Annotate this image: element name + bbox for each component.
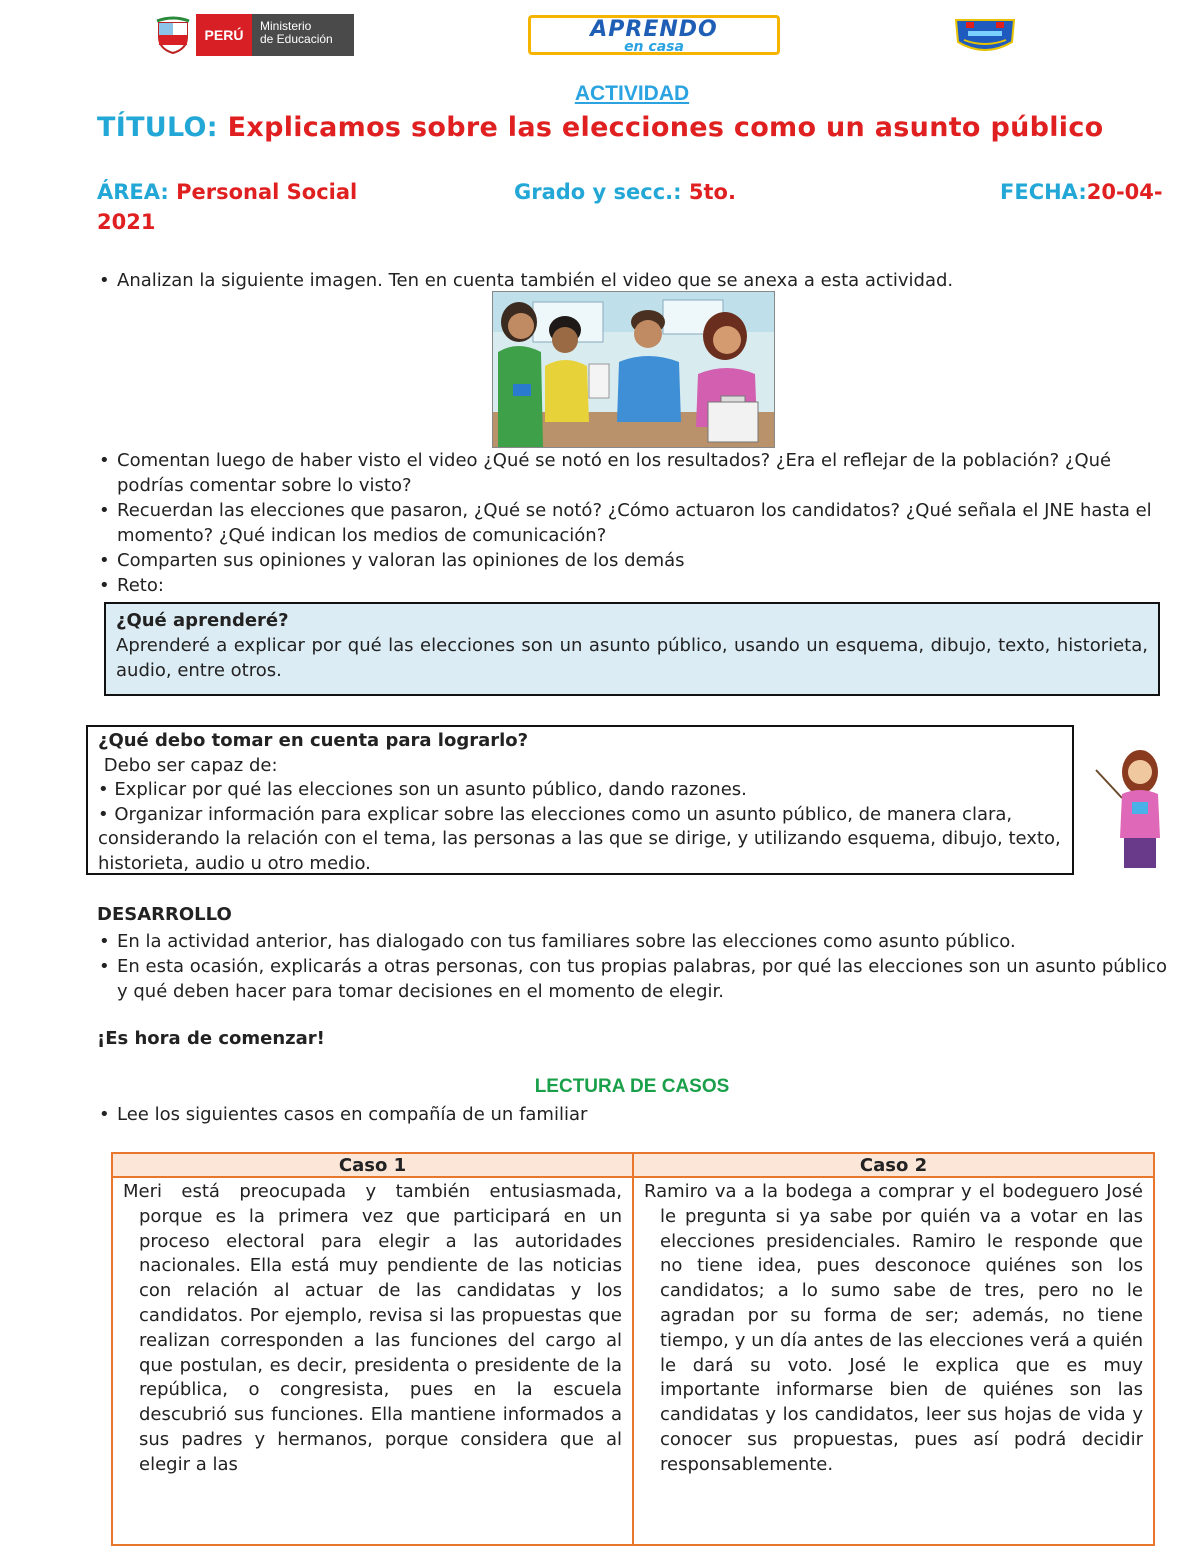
criterios-item: • Organizar información para explicar sobre las elecciones como un asunto público, de manera clara, considerando la relación con el tema, las personas a las que se dirige, y utilizando esquema, dibujo, texto, historieta, audio u otro medio. — [98, 803, 1061, 874]
criterios-box — [86, 725, 1074, 875]
aprendo-title: APRENDO — [590, 17, 718, 42]
activity-label: ACTIVIDAD — [574, 82, 690, 105]
aprendo-subtitle: en casa — [624, 39, 684, 55]
fecha-year: 2021 — [97, 210, 156, 234]
peru-label: PERÚ — [196, 14, 252, 56]
list-item: • Analizan la siguiente imagen. Ten en cuenta también el video que se anexa a esta actividad. — [97, 268, 1167, 293]
page-title — [97, 112, 1104, 143]
intro-bullets — [97, 448, 1169, 598]
grado-label: Grado y secc.: — [514, 180, 682, 204]
list-item: • Reto: — [97, 573, 1169, 598]
school-crest-icon — [950, 16, 1020, 56]
fecha-field — [1000, 180, 1163, 204]
aprendere-box — [104, 602, 1160, 696]
caso2-header: Caso 2 — [633, 1153, 1154, 1177]
caso1-body: Meri está preocupada y también entusiasmada, porque es la primera vez que participará en un proceso electoral para elegir a las autoridades nacionales. Ella está muy pendiente de las noticias con relación al actuar de las candidatas y los candidatos. Por ejemplo, revisa si las propuestas que realizan corresponden a las funciones del cargo al que postulan, es decir, presidenta o presidente de la república, o congresista, pues en la escuela descubrió sus funciones. Ella mantiene informados a sus padres y hermanos, porque considera que al elegir a las — [123, 1181, 622, 1475]
titulo-label: TÍTULO: — [97, 112, 218, 143]
elections-illustration — [492, 291, 775, 448]
desarrollo-bullets — [97, 929, 1169, 1004]
caso1-text — [112, 1177, 633, 1545]
criterios-item: • Explicar por qué las elecciones son un asunto público, dando razones. — [98, 779, 747, 800]
list-item: • En esta ocasión, explicarás a otras personas, con tus propias palabras, por qué las elecciones son un asunto público y qué deben hacer para tomar decisiones en el momento de elegir. — [97, 954, 1169, 1004]
criterios-heading: ¿Qué debo tomar en cuenta para lograrlo? — [98, 730, 529, 751]
lectura-heading: LECTURA DE CASOS — [534, 1076, 730, 1097]
aprendo-en-casa-logo — [528, 15, 780, 55]
caso1-header: Caso 1 — [112, 1153, 633, 1177]
desarrollo-heading: DESARROLLO — [97, 904, 232, 925]
list-item: • En la actividad anterior, has dialogado con tus familiares sobre las elecciones como asunto público. — [97, 929, 1169, 954]
list-item: • Lee los siguientes casos en compañía de un familiar — [97, 1102, 1169, 1127]
list-item: • Comentan luego de haber visto el video ¿Qué se notó en los resultados? ¿Era el reflejar de la población? ¿Qué podrías comentar sobre lo visto? — [97, 448, 1169, 498]
grado-value: 5to. — [688, 180, 736, 204]
area-value: Personal Social — [176, 180, 358, 204]
ministerio-label: Ministerio de Educación — [252, 14, 354, 56]
comenzar-label: ¡Es hora de comenzar! — [97, 1028, 325, 1049]
area-field — [97, 180, 357, 204]
aprendere-text: Aprenderé a explicar por qué las elecciones son un asunto público, usando un esquema, dibujo, texto, historieta, audio, entre otros. — [116, 635, 1148, 681]
area-label: ÁREA: — [97, 180, 169, 204]
titulo-text: Explicamos sobre las elecciones como un asunto público — [227, 112, 1104, 143]
fecha-label: FECHA: — [1000, 180, 1087, 204]
lectura-bullets — [97, 1102, 1169, 1127]
minedu-logo — [150, 14, 354, 56]
teacher-illustration — [1092, 748, 1172, 870]
list-item: • Comparten sus opiniones y valoran las opiniones de los demás — [97, 548, 1169, 573]
fecha-value: 20-04- — [1086, 180, 1163, 204]
list-item: • Recuerdan las elecciones que pasaron, ¿Qué se notó? ¿Cómo actuaron los candidatos? ¿Qué señala el JNE hasta el momento? ¿Qué indican los medios de comunicación? — [97, 498, 1169, 548]
peru-shield-icon — [150, 14, 196, 56]
aprendere-heading: ¿Qué aprenderé? — [116, 610, 289, 631]
caso2-text — [633, 1177, 1154, 1545]
grado-field — [514, 180, 736, 204]
casos-table — [111, 1152, 1155, 1546]
intro-first-bullet — [97, 268, 1167, 293]
caso2-body: Ramiro va a la bodega a comprar y el bodeguero José le pregunta si ya sabe por quién va a votar en las elecciones presidenciales. Ramiro le responde que no tiene idea, pues desconoce quiénes son los candidatos; a lo sumo sabe de tres, pero no le agradan por su forma de ser; además, no tiene tiempo, y un día antes de las elecciones verá a quién le dará su voto. José le explica que es muy importante informarse bien de quiénes son las candidatas y los candidatos, leer sus hojas de vida y conocer sus propuestas, pues así podrá decidir responsablemente. — [644, 1181, 1143, 1475]
criterios-intro: Debo ser capaz de: — [98, 754, 278, 776]
